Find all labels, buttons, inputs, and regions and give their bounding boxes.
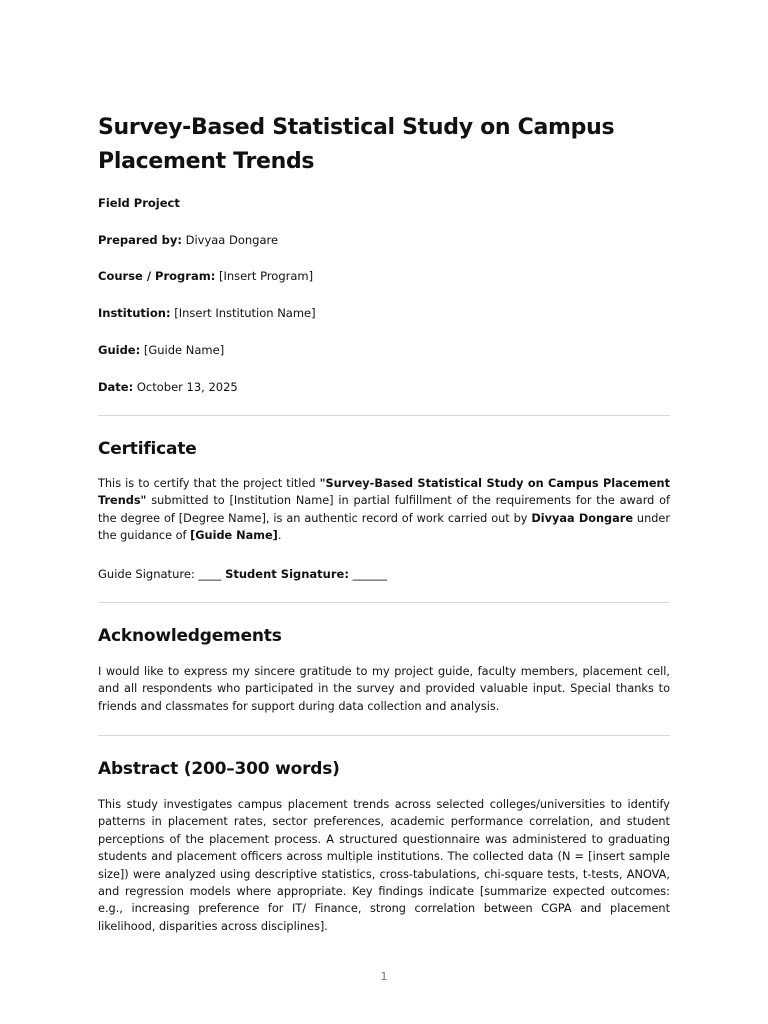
course-label: Course / Program: <box>98 269 216 283</box>
certificate-text-1: This is to certify that the project titled <box>98 477 320 490</box>
course-row <box>98 268 313 284</box>
section-divider <box>98 602 670 603</box>
guide-label: Guide: <box>98 343 141 357</box>
certificate-text-4: . <box>277 529 282 543</box>
certificate-guide-name: [Guide Name] <box>190 529 278 543</box>
prepared-by-value: Divyaa Dongare <box>185 233 279 247</box>
course-value: [Insert Program] <box>218 269 314 283</box>
certificate-paragraph <box>98 475 670 545</box>
page-number: 1 <box>380 970 388 983</box>
section-divider <box>98 735 670 736</box>
certificate-text-3: under the guidance of <box>98 511 671 543</box>
certificate-student-name: Divyaa Dongare <box>531 511 634 525</box>
signature-line <box>98 566 387 582</box>
abstract-paragraph: This study investigates campus placement trends across selected colleges/universities to identify patterns in placement rates, sector preferences, academic performance correlation, and student perceptions of the placement process. A structured questionnaire was administered to graduating students and placement officers across multiple institutions. The collected data (N = [insert sample size]) were analyzed using descriptive statistics, cross-tabulations, chi-square tests, t-tests, ANOVA, and regression models where appropriate. Key findings indicate [summarize expected outcomes: e.g., increasing preference for IT/ Finance, strong correlation between CGPA and placement likelihood, disparities across disciplines]. <box>98 798 670 933</box>
certificate-project-title: "Survey-Based Statistical Study on Campus Placement Trends" <box>98 477 670 508</box>
guide-value: [Guide Name] <box>143 343 225 357</box>
student-signature-label: Student Signature: <box>225 567 349 581</box>
institution-row <box>98 305 316 321</box>
document-subtitle <box>98 195 180 211</box>
institution-label: Institution: <box>98 306 171 320</box>
certificate-text-2: submitted to [Institution Name] in partial fulfillment of the requirements for the award of the degree of [Degree Name], is an authentic record of work carried out by <box>98 494 670 525</box>
institution-value: [Insert Institution Name] <box>174 306 316 320</box>
date-label: Date: <box>98 380 134 394</box>
guide-row <box>98 342 224 358</box>
document-title: Survey-Based Statistical Study on Campus Placement Trends <box>98 115 615 174</box>
date-row <box>98 379 238 395</box>
certificate-heading: Certificate <box>98 439 197 459</box>
acknowledgements-heading: Acknowledgements <box>98 626 282 646</box>
prepared-by-row <box>98 232 278 248</box>
student-signature-blank: ______ <box>348 567 388 581</box>
subtitle-text: Field Project <box>98 196 180 210</box>
section-divider <box>98 415 670 416</box>
prepared-by-label: Prepared by: <box>98 233 182 247</box>
date-value: October 13, 2025 <box>136 380 238 394</box>
acknowledgements-paragraph: I would like to express my sincere gratitude to my project guide, faculty members, placement cell, and all respondents who participated in the survey and provided valuable input. Special thanks to friends and classmates for support during data collection and analysis. <box>98 665 670 713</box>
guide-signature: Guide Signature: ____ <box>98 567 226 581</box>
abstract-heading: Abstract (200–300 words) <box>98 759 340 779</box>
